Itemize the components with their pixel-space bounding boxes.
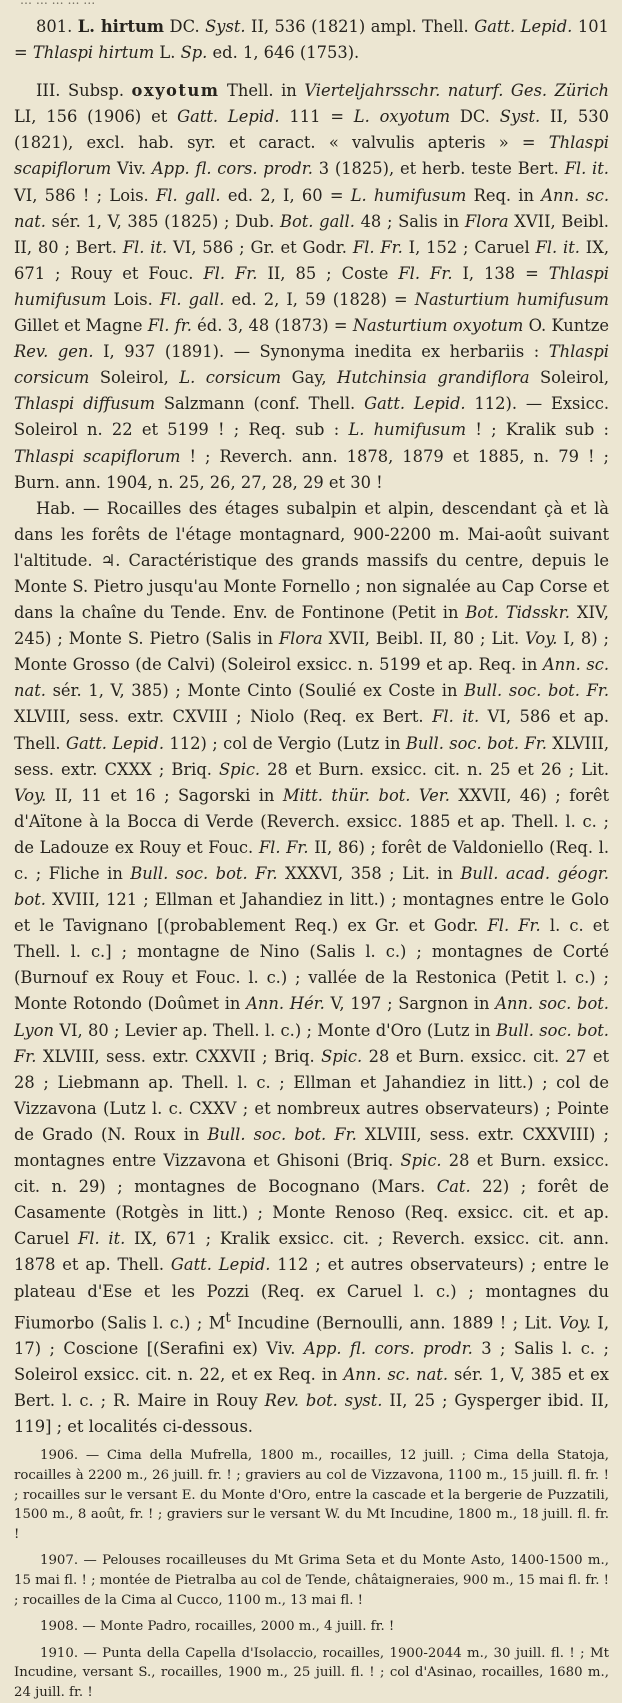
subspecies-paragraph	[14, 78, 609, 496]
subspecies-label: Subsp.	[68, 81, 125, 101]
cut-off-header-line: … … … … …	[20, 0, 96, 7]
year-label: 1906.	[40, 1448, 79, 1464]
year-record-1908	[14, 1617, 609, 1637]
habitat-paragraph: Hab. — Rocailles des étages subalpin et alpin, descendant çà et là dans les forêts de l'étage montagnard, 900-2200 m. Mai-août suivant l'altitude. ♃. Caractéristique des grands massifs du centre, depuis le Monte S. Pietro jusqu'au Monte Fornello ; non signalée au Cap Corse et dans la chaîne du Tende. Env. de Fontinone (Petit in Bot. Tidsskr. XIV, 245) ; Monte S. Pietro (Salis in Flora XVII, Beibl. II, 80 ; Lit. Voy. I, 8) ; Monte Grosso (de Calvi) (Soleirol exsicc. n. 5199 et ap. Req. in Ann. sc. nat. sér. 1, V, 385) ; Monte Cinto (Soulié ex Coste in Bull. soc. bot. Fr. XLVIII, sess. extr. CXVIII ; Niolo (Req. ex Bert. Fl. it. VI, 586 et ap. Thell. Gatt. Lepid. 112) ; col de Vergio (Lutz in Bull. soc. bot. Fr. XLVIII, sess. extr. CXXX ; Briq. Spic. 28 et Burn. exsicc. cit. n. 25 et 26 ; Lit. Voy. II, 11 et 16 ; Sagorski in Mitt. thür. bot. Ver. XXVII, 46) ; forêt d'Aïtone à la Bocca di Verde (Reverch. exsicc. 1885 et ap. Thell. l. c. ; de Ladouze ex Rouy et Fouc. Fl. Fr. II, 86) ; forêt de Valdoniello (Req. l. c. ; Fliche in Bull. soc. bot. Fr. XXXVI, 358 ; Lit. in Bull. acad. géogr. bot. XVIII, 121 ; Ellman et Jahandiez in litt.) ; montagnes entre le Golo et le Tavignano [(probablement Req.) ex Gr. et Godr. Fl. Fr. l. c. et Thell. l. c.] ; montagne de Nino (Salis l. c.) ; montagnes de Corté (Burnouf ex Rouy et Fouc. l. c.) ; vallée de la Restonica (Petit l. c.) ; Monte Rotondo (Doûmet in Ann. Hér. V, 197 ; Sargnon in Ann. soc. bot. Lyon VI, 80 ; Levier ap. Thell. l. c.) ; Monte d'Oro (Lutz in Bull. soc. bot. Fr. XLVIII, sess. extr. CXXVII ; Briq. Spic. 28 et Burn. exsicc. cit. 27 et 28 ; Liebmann ap. Thell. l. c. ; Ellman et Jahandiez in litt.) ; col de Vizzavona (Lutz l. c. CXXV ; et nombreux autres observateurs) ; Pointe de Grado (N. Roux in Bull. soc. bot. Fr. XLVIII, sess. extr. CXXVIII) ; montagnes entre Vizzavona et Ghisoni (Briq. Spic. 28 et Burn. exsicc. cit. n. 29) ; montagnes de Bocognano (Mars. Cat. 22) ; forêt de Casamente (Rotgès in litt.) ; Monte Renoso (Req. exsicc. cit. et ap. Caruel Fl. it. IX, 671 ; Kralik exsicc. cit. ; Reverch. exsicc. cit. ann. 1878 et ap. Thell. Gatt. Lepid. 112 ; et autres observateurs) ; entre le plateau d'Ese et les Pozzi (Req. ex Caruel l. c.) ; montagnes du Fiumorbo (Salis l. c.) ; $M^t$ Incudine (Bernoulli, ann. 1889 ! ; Lit. Voy. I, 17) ; Coscione [(Serafini ex) Viv. App. fl. cors. prodr. 3 ; Salis l. c. ; Soleirol exsicc. cit. n. 22, et ex Req. in Ann. sc. nat. sér. 1, V, 385 et ex Bert. l. c. ; R. Maire in Rouy Rev. bot. syst. II, 25 ; Gysperger ibid. II, 119] ; et localités ci-dessous.	[14, 498, 610, 1437]
entry-ref-1: Syst.	[205, 17, 246, 36]
subspecies-number: III.	[36, 81, 61, 101]
year-record-1906	[14, 1446, 609, 1544]
subspecies-name: oxyotum	[131, 81, 220, 101]
year-record-1910	[14, 1644, 609, 1703]
entry-synonym: Thlaspi hirtum	[32, 43, 155, 63]
entry-text-5: ed. 1, 646 (1753).	[212, 43, 360, 63]
species-entry	[14, 14, 609, 66]
year-text: — Cima della Mufrella, 1800 m., rocailles, 12 juill. ; Cima della Statoja, rocailles à 2200 m., 26 juill. fr. ! ; graviers au col de Vizzavona, 1100 m., 15 juill. fl. fr. ! ; rocailles sur le versant E. du Monte d'Oro, entre la cascade et la bergerie de Puzzatili, 1500 m., 8 août, fr. ! ; graviers sur le versant W. du Mt Incudine, 1800 m., 18 juill. fl. fr. !	[14, 1448, 609, 1542]
entry-text-4: L.	[159, 43, 176, 63]
year-record-1907	[14, 1551, 609, 1610]
subspecies-synonymy: Thell. in Vierteljahrsschr. naturf. Ges. Zürich LI, 156 (1906) et Gatt. Lepid. 111 = L. oxyotum DC. Syst. II, 530 (1821), excl. hab. syr. et caract. « valvulis apteris » = Thlaspi scapiflorum Viv. App. fl. cors. prodr. 3 (1825), et herb. teste Bert. Fl. it. VI, 586 ! ; Lois. Fl. gall. ed. 2, I, 60 = L. humifusum Req. in Ann. sc. nat. sér. 1, V, 385 (1825) ; Dub. Bot. gall. 48 ; Salis in Flora XVII, Beibl. II, 80 ; Bert. Fl. it. VI, 586 ; Gr. et Godr. Fl. Fr. I, 152 ; Caruel Fl. it. IX, 671 ; Rouy et Fouc. Fl. Fr. II, 85 ; Coste Fl. Fr. I, 138 = Thlaspi humifusum Lois. Fl. gall. ed. 2, I, 59 (1828) = Nasturtium humifusum Gillet et Magne Fl. fr. éd. 3, 48 (1873) = Nasturtium oxyotum O. Kuntze Rev. gen. I, 937 (1891). — Synonyma inedita ex herbariis : Thlaspi corsicum Soleirol, L. corsicum Gay, Hutchinsia grandiflora Soleirol, Thlaspi diffusum Salzmann (conf. Thell. Gatt. Lepid. 112). — Exsicc. Soleirol n. 22 et 5199 ! ; Req. sub : L. humifusum ! ; Kralik sub : Thlaspi scapiflorum ! ; Reverch. ann. 1878, 1879 et 1885, n. 79 ! ; Burn. ann. 1904, n. 25, 26, 27, 28, 29 et 30 !	[14, 81, 610, 492]
species-name: L. hirtum	[77, 17, 165, 36]
year-label: 1910.	[40, 1645, 79, 1661]
entry-author: DC.	[169, 17, 200, 36]
year-text: — Monte Padro, rocailles, 2000 m., 4 juill. fr. !	[82, 1619, 395, 1635]
entry-ref-3: Sp.	[180, 43, 208, 63]
entry-text-2: II, 536 (1821) ampl. Thell.	[251, 17, 469, 36]
entry-ref-2: Gatt. Lepid.	[474, 17, 573, 36]
year-label: 1907.	[40, 1553, 79, 1569]
year-text: — Punta della Capella d'Isolaccio, rocailles, 1900-2044 m., 30 juill. fl. ! ; Mt Incudine, versant S., rocailles, 1900 m., 25 juill. fl. ! ; col d'Asinao, rocailles, 1680 m., 24 juill. fr. !	[14, 1645, 609, 1701]
entry-number: 801.	[36, 17, 73, 36]
year-label: 1908.	[40, 1619, 79, 1635]
year-text: — Pelouses rocailleuses du Mt Grima Seta et du Monte Asto, 1400-1500 m., 15 mai fl. ! ; montée de Pietralba au col de Tende, châtaigneraies, 900 m., 15 mai fl. fr. ! ; rocailles de la Cima al Cucco, 1100 m., 13 mai fl. !	[14, 1553, 609, 1608]
entry-text-3: 101 =	[14, 17, 609, 63]
